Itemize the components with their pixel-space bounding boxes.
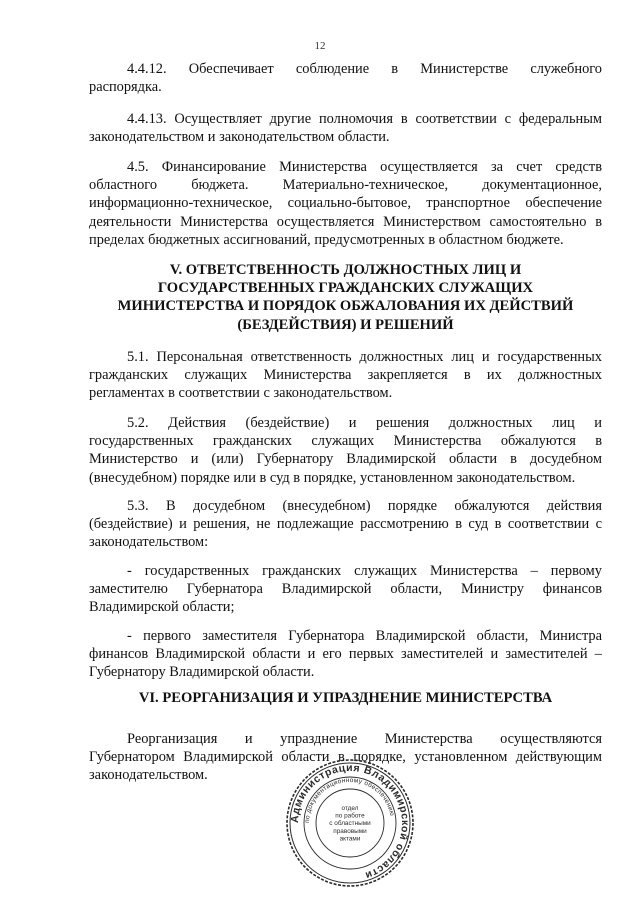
text-line: пределах бюджетных ассигнований, предусмотренных в областном бюджете. [89,231,564,248]
stamp-middle-text: по документационному обеспечению [303,776,396,824]
text-line: Владимирской области; [89,599,235,616]
paragraph [89,348,602,403]
heading-line: VI. РЕОРГАНИЗАЦИЯ И УПРАЗДНЕНИЕ МИНИСТЕРСТВА [138,690,553,706]
text-line: (внесудебном) порядке или в суд в порядке, установленном законодательством. [89,469,576,486]
stamp-center-line: актами [339,835,361,843]
heading-line: ГОСУДАРСТВЕННЫХ ГРАЖДАНСКИХ СЛУЖАЩИХ [157,280,534,297]
text-line: 4.4.12. Обеспечивает соблюдение в Министерстве служебного [127,61,602,77]
paragraph [89,110,602,146]
text-line: распорядка. [89,79,162,96]
text-line: заместителю Губернатора Владимирской области, Министру финансов [89,581,602,598]
section-heading [89,261,602,334]
paragraph [89,414,602,487]
paragraph [89,562,602,617]
text-line: (бездействие) и решения, не подлежащие рассмотрению в суд в соответствии с [89,516,602,533]
text-line: законодательством: [89,534,209,551]
text-line: информационно-техническое, социально-бытовое, транспортное обеспечение [89,195,602,212]
text-line: 4.5. Финансирование Министерства осуществляется за счет средств [127,159,602,175]
paragraph [89,627,602,682]
text-line: 5.1. Персональная ответственность должностных лиц и государственных [127,349,602,365]
stamp-center-line: правовыми [333,827,367,835]
stamp-center-text [329,805,371,842]
heading-line: V. ОТВЕТСТВЕННОСТЬ ДОЛЖНОСТНЫХ ЛИЦ И [169,262,522,278]
text-line: законодательством и законодательством области. [89,129,390,146]
section-heading [89,689,602,707]
text-line: деятельности Министерства осуществляется Министерством самостоятельно в [89,213,602,230]
text-line: Министерство и (или) Губернатору Владимирской области в досудебном [89,451,602,468]
heading-line: МИНИСТЕРСТВА И ПОРЯДОК ОБЖАЛОВАНИЯ ИХ ДЕЙСТВИЙ [117,298,574,315]
stamp-center-line: отдел [341,805,359,812]
text-line: - государственных гражданских служащих Министерства – первому [127,563,602,579]
text-line: 5.3. В досудебном (внесудебном) порядке обжалуются действия [127,498,602,514]
text-line: регламентах в соответствии с законодательством. [89,385,393,402]
stamp-center-line: по работе [335,812,365,820]
text-line: гражданских служащих Министерства закрепляется в их должностных [89,367,602,384]
text-line: законодательством. [89,767,208,784]
text-line: Губернатору Владимирской области. [89,664,315,681]
page-number: 12 [314,40,326,52]
text-line: 4.4.13. Осуществляет другие полномочия в соответствии с федеральным [127,111,602,127]
stamp-center-line: с областными [329,820,371,828]
text-line: областного бюджета. Материально-техническое, документационное, [89,177,602,194]
text-line: финансов Владимирской области и его первых заместителей и заместителей – [89,646,602,663]
text-line: государственных гражданских служащих Министерства обжалуются в [89,433,602,450]
paragraph [89,60,602,96]
official-stamp [283,756,417,890]
text-line: - первого заместителя Губернатора Владимирской области, Министра [127,628,602,644]
text-line: Реорганизация и упразднение Министерства осуществляются [127,731,602,747]
paragraph [89,497,602,552]
heading-line: (БЕЗДЕЙСТВИЯ) И РЕШЕНИЙ [237,316,454,333]
stamp-outer-text: Администрация Владимирской области [288,761,412,882]
text-line: 5.2. Действия (бездействие) и решения должностных лиц и [127,415,602,431]
text-line: Губернатором Владимирской области в порядке, установленном действующим [89,749,602,766]
paragraph [89,158,602,249]
